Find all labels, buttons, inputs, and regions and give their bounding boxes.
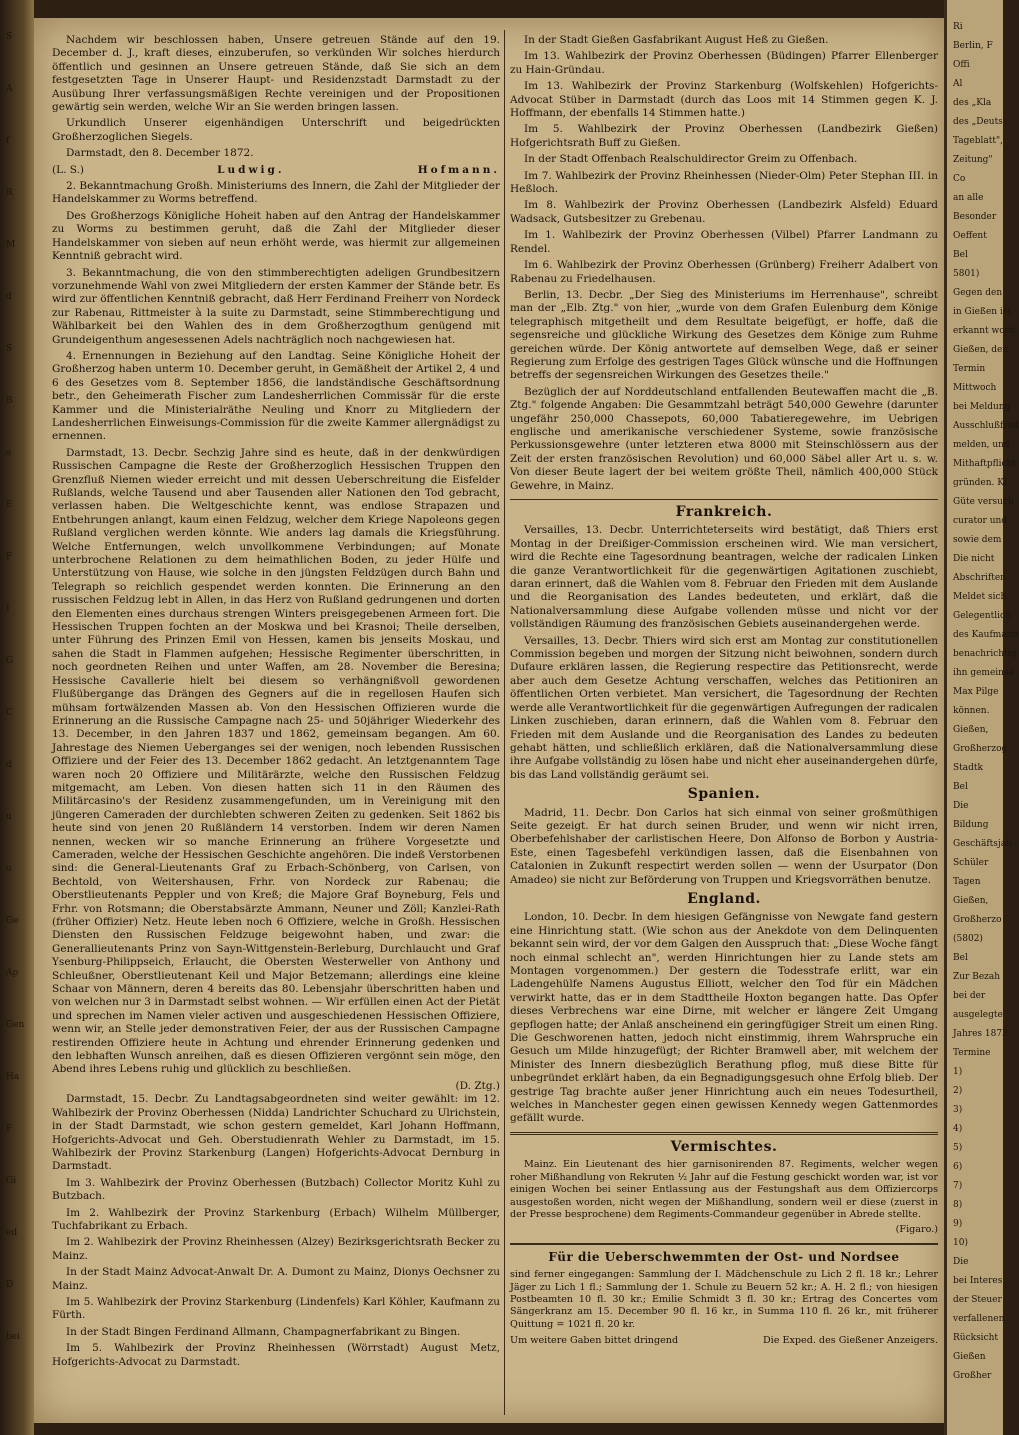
right-strip-fragment: Gießen [953, 1352, 986, 1362]
right-strip-fragment: 6) [953, 1162, 963, 1172]
right-strip-fragment: Großherzog [953, 744, 1008, 754]
right-strip-fragment: sowie dem [953, 535, 1002, 545]
left-strip-fragment: G [6, 656, 14, 666]
heading-vermischtes: Vermischtes. [670, 1138, 778, 1155]
article-elections: Darmstadt, 15. Decbr. Zu Landtagsabgeordneten sind weiter gewählt: im 12. Wahlbezirk der Provinz Oberhessen (Nidda) Landrichter Schuchard zu Ulrichstein, in der Stadt Darmstadt, wie schon gestern gemeldet, Karl Johann Hoffmann, Hofgerichts-Advocat und Geh. Oberstudienrath Wehler zu Darmstadt, im 15. Wahlbezirk der Provinz Starkenburg (Langen) Hofgerichts-Advocat Dernburg in Darmstadt. [52, 1093, 500, 1173]
right-strip-fragment: curator und [953, 516, 1008, 526]
right-strip-fragment: Bel [953, 953, 968, 963]
election-result: In der Stadt Offenbach Realschuldirector Greim zu Offenbach. [524, 153, 858, 166]
right-strip-fragment: des Kaufmann [953, 630, 1019, 640]
left-strip-fragment: u [6, 812, 12, 822]
announcement-4: 4. Ernennungen in Beziehung auf den Landtag. Seine Königliche Hoheit der Großherzog haben unterm 10. December geruht, in Gemäßheit der Artikel 2, 4 und 6 des Gesetzes vom 8. September 1856, die landständische Geschäftsordnung betr., den Geheimerath Fischer zum Landesherrlichen Commissär für die erste Kammer und die Ministerialräthe Neuling und Knorr zu Mitgliedern der Landesherrlichen Einweisungs-Commission für die zweite Kammer allergnädigst zu ernennen. [52, 349, 500, 443]
left-strip-fragment: R [6, 188, 13, 198]
election-result: In der Stadt Mainz Advocat-Anwalt Dr. A. Dumont zu Mainz, Dionys Oechsner zu Mainz. [52, 1266, 500, 1292]
left-strip-fragment: o [6, 864, 12, 874]
right-neighbour-page [944, 0, 1019, 1435]
election-result: Im 2. Wahlbezirk der Provinz Starkenburg (Erbach) Wilhelm Müllberger, Tuchfabrikant zu Erbach. [52, 1206, 500, 1232]
right-strip-fragment: Großher [953, 1371, 992, 1381]
left-cropped-strip [6, 30, 34, 1400]
right-strip-fragment: 4) [953, 1124, 963, 1134]
right-strip-fragment: Al [953, 79, 963, 89]
right-strip-fragment: Gießen, [953, 725, 989, 735]
announcement-3: 3. Bekanntmachung, die von den stimmberechtigten adeligen Grundbesitzern vorzunehmende Wahl von zwei Mitgliedern der ersten Kammer der Stände betr. Es wird zur öffentlichen Kenntniß gebracht, daß Herr Ferdinand Freiherr von Nordeck zur Rabenau, Rittmeister à la suite zu Darmstadt, seine Stimmberechtigung und Wählbarkeit bei den Wahlen des in dem Großherzogthum genügend mit Grundeigenthum angesessenen Adels nachträglich noch nachgewiesen hat. [52, 266, 500, 346]
left-strip-fragment: S [6, 344, 13, 354]
right-strip-fragment: Rücksicht [953, 1333, 999, 1343]
right-strip-fragment: Güte versuch [953, 497, 1014, 507]
left-strip-fragment: I [6, 604, 10, 614]
right-strip-fragment: Großherzo [953, 915, 1002, 925]
right-strip-fragment: Geschäftsjah [953, 839, 1012, 849]
right-strip-fragment: ihn gemeinsa [953, 668, 1014, 678]
right-cropped-strip [953, 20, 1019, 1420]
right-strip-fragment: Die nicht [953, 554, 995, 564]
right-strip-fragment: Die [953, 801, 969, 811]
right-strip-fragment: 1) [953, 1067, 963, 1077]
left-strip-fragment: E [6, 500, 13, 510]
article-mainz: Mainz. Ein Lieutenant des hier garnisonirenden 87. Regiments, welcher wegen roher Mißhandlung von Rekruten ½ Jahr auf die Festung geschickt worden war, ist vor einigen Wochen bei seiner Entlassung aus der Festungshaft aus dem Offiziercorps ausgestoßen worden, nicht wegen der Mißhandlung, sondern weil er diese (zuerst in der Presse besprochene) dem Regiments-Commandeur gegenüber in Abrede stellte. [510, 1159, 938, 1220]
section-rule [510, 499, 938, 500]
left-strip-fragment: F [6, 552, 13, 562]
right-strip-fragment: bei Interes [953, 1276, 1003, 1286]
article-russian-campaign: Darmstadt, 13. Decbr. Sechzig Jahre sind es heute, daß in der denkwürdigen Russischen Campagne die Reste der Großherzoglich Hessischen Truppen den Grenzfluß Niemen wieder erreicht und mit dessen Ueberschreitung die Eisfelder Rußlands, welche Tausend und aber Tausenden aller Nationen den Tod gebracht, verlassen haben. Die Weltgeschichte kennt, was endlose Strapazen und Entbehrungen anlangt, kaum einen Feldzug, welcher dem Kriege Napoleons gegen Rußland verglichen werden könnte. Wie anders lag damals die Kriegsführung. Welche Entfernungen, welch unvollkommene Verbindungen; auf Monate unterbrochene Relationen zu dem heimathlichen Boden, zu jeder Hülfe und Unterstützung von Hause, wie solche in den jüngsten Feldzügen durch Bahn und Telegraph so reichlich gespendet werden konnten. Die Erinnerung an den russischen Feldzug lebt in Allen, in das Herz von Rußland gedrungenen und dorten den Elementen eines durchaus strengen Winters preisgegebenen Armeen fort. Die Hessischen Truppen fochten an der Moskwa und bei Krasnoi; Theile derselben, unter Führung des Prinzen Emil von Hessen, kamen bis jenseits Moskau, und sahen die Stadt in Flammen aufgehen; Hessische Regimenter überschritten, in noch geordneten Reihen und unter Waffen, am 28. November die Beresina; Hessische Cavallerie hielt bei diesem so verhängnißvoll gewordenen Flußübergange das Drängen des Gegners auf die in regellosen Haufen sich mühsam fortwälzenden Massen ab. Von den Hessischen Offizieren wurde die Erinnerung an die Russische Campagne nach 25- und 50jähriger Wiederkehr des 13. December, in den Jahren 1837 und 1862, gemeinsam begangen. Am 60. Jahrestage des Niemen Ueberganges sei der wenigen, noch lebenden Russischen Offiziere und der Feier des 13. December 1862 gedacht. An letztgenanntem Tage waren noch 20 Offiziere und Militärärzte, welche den Russischen Feldzug mitgemacht, am Leben. Von diesen hatten sich 11 in den Räumen des Militärcasino's der Residenz zusammengefunden, um in Vereinigung mit den jüngeren Cameraden der durchlebten schweren Zeiten zu gedenken. Seit 1862 bis heute sind von jenen 20 Rußländern 14 verstorben. Indem wir deren Namen nennen, wecken wir so manche Erinnerung an frühere Vorgesetzte und Cameraden, welche der Hessischen Geschichte angehören. Die indeß Verstorbenen sind: die General-Lieutenants Graf zu Erbach-Schönberg, von Carlsen, von Bechtold, von Weitershausen, Frhr. von Nordeck zur Rabenau; die Oberstlieutenants Peppler und von Kreß; die Majore Graf Boyneburg, Fels und Frhr. von Rotsmann; die Oberstabsärzte Ammann, Neuner und Zöll; Kanzlei-Rath (früher Offizier) Netz. Heute leben noch 6 Offiziere, welche in Großh. Hessischen Diensten den Russischen Feldzuge beigewohnt haben, und zwar: die Generallieutenants Prinz von Sayn-Wittgenstein-Berleburg, Durchlaucht und Graf Ysenburg-Philippseich, Erlaucht, die Obersten Westerweller von Anthony und Schleußner, Oberstlieutenant Keil und Major Betzemann; allerdings eine kleine Schaar von Männern, deren 4 bereits das 80. Lebensjahr überschritten haben und von welchen nur 3 in Darmstadt selbst wohnen. — Wir erfüllen einen Act der Pietät und sprechen im Namen vieler activen und ausgeschiedenen Hessischen Offiziere, wenn wir, an Stelle jeder demonstrativen Feier, der aus der Russischen Campagne restirenden Offiziere heute in Achtung und ehrender Erinnerung gedenken und den lebhaften Wunsch anreihen, daß es diesen Offizieren vergönnt sein möge, den Abend ihres Lebens ruhig und glücklich zu beschließen. [52, 446, 500, 1076]
article-beutewaffen: Bezüglich der auf Norddeutschland entfallenden Beutewaffen macht die „B. Ztg." folgende Angaben: Die Gesammtzahl beträgt 540,000 Gewehre (darunter ungefähr 250,000 Chassepots, 60,000 Tabatieregewehre, im Uebrigen englische und amerikanische verschiedener Systeme, sowie französische Perkussionsgewehre (unter letzteren etwa 8000 mit Steinschlössern aus der Zeit der ersten französischen Revolution) und 60,000 Säbel aller Art u. s. w. Von dieser Beute lagert der bei weitem größte Theil, nämlich 400,000 Stück Gewehre, in Mainz. [510, 385, 938, 492]
column-left [52, 34, 500, 1414]
election-result: Im 5. Wahlbezirk der Provinz Oberhessen (Landbezirk Gießen) Hofgerichtsrath Buff zu Gießen. [510, 123, 938, 149]
signature-hofmann: Hofmann. [417, 163, 500, 176]
right-strip-fragment: gründen. Ki [953, 478, 1007, 488]
proclamation-date: Darmstadt, den 8. December 1872. [66, 147, 254, 160]
article-versailles-2: Versailles, 13. Decbr. Thiers wird sich erst am Montag zur constitutionellen Commission begeben und morgen der Sitzung nicht beiwohnen, sondern durch Dufaure erklären lassen, die Regierung respectire das Petitionsrecht, werde aber auch dem Gesetze Achtung verschaffen, welches das Petitioniren an öffentlichen Orten verbietet. Man versichert, die Tagesordnung der Rechten werde alle Verantwortlichkeit für die gegenwärtigen Aufregungen der radicalen Linken zuschieben, daran erinnern, daß die Wahlen vom 8. Februar den Frieden mit dem Auslande und die Reorganisation des Landes zu bedeuten gehabt hätten, und schließlich erklären, daß die Nationalversammlung diese ihre Aufgabe vollständig zu lösen habe und nicht eher auseinandergehen dürfe, bis das Land vollständig geräumt sei. [510, 634, 938, 781]
right-strip-fragment: Tagen [953, 877, 981, 887]
signature-line [52, 164, 500, 177]
right-strip-fragment: 8) [953, 1200, 963, 1210]
right-strip-fragment: Mittwoch [953, 383, 997, 393]
right-strip-fragment: ausgelegte [953, 1010, 1003, 1020]
right-strip-fragment: Co [953, 174, 966, 184]
right-strip-fragment: Die [953, 1257, 969, 1267]
left-strip-fragment: A [6, 84, 13, 94]
right-strip-fragment: 5801) [953, 269, 980, 279]
right-strip-fragment: Tageblatt", [953, 136, 1003, 146]
right-strip-fragment: verfallenen [953, 1314, 1005, 1324]
right-strip-fragment: Gießen, den [953, 345, 1009, 355]
article-madrid: Madrid, 11. Decbr. Don Carlos hat sich einmal von seiner großmüthigen Seite gezeigt. Er hat durch seinen Bruder, und wenn wir nicht irren, Oberbefehlshaber der carlistischen Heere, Don Alfonso de Borbon y Austria-Este, einen Tagesbefehl verkündigen lassen, daß die Eisenbahnen von Catalonien in Zukunft respectirt werden sollen — wenn der Usurpator (Don Amadeo) sie nicht zur Beförderung von Truppen und Kriegsvorräthen benutze. [510, 806, 938, 886]
article-versailles-1: Versailles, 13. Decbr. Unterrichteterseits wird bestätigt, daß Thiers erst Montag in der Dreißiger-Commission erscheinen wird. Wie man versichert, wird die Rechte eine Tagesordnung beantragen, welche der radicalen Linken die ganze Verantwortlichkeit für die gegenwärtigen Agitationen zuschiebt, daran erinnert, daß die Wahlen vom 8. Februar den Frieden mit dem Auslande und die Reorganisation des Landes bedeuteten, und erklärt, daß die Nationalversammlung diese Aufgabe vollenden müsse und nicht vor der vollständigen Räumung des französischen Gebiets auseinandergehen werde. [510, 524, 938, 631]
right-strip-fragment: Ri [953, 22, 963, 32]
right-strip-fragment: 9) [953, 1219, 963, 1229]
heading-england: England. [687, 890, 761, 907]
election-result: Im 5. Wahlbezirk der Provinz Rheinhessen (Wörrstadt) August Metz, Hofgerichts-Advocat zu Darmstadt. [52, 1342, 500, 1368]
election-result: Im 2. Wahlbezirk der Provinz Rheinhessen (Alzey) Bezirksgerichtsrath Becker zu Mainz. [52, 1236, 500, 1262]
election-result: Im 13. Wahlbezirk der Provinz Starkenburg (Wolfskehlen) Hofgerichts-Advocat Stüber in Darmstadt (durch das Loos mit 14 Stimmen gegen K. J. Hoffmann, der ebenfalls 14 Stimmen hatte.) [510, 80, 938, 120]
seal-mark: (L. S.) [52, 163, 84, 176]
left-strip-fragment: f [6, 136, 10, 146]
right-strip-fragment: Berlin, F [953, 41, 993, 51]
right-strip-fragment: Max Pilge [953, 687, 999, 697]
right-strip-fragment: Stadtk [953, 763, 983, 773]
left-strip-fragment: Ap [6, 968, 19, 978]
election-result: In der Stadt Gießen Gasfabrikant August Heß zu Gießen. [524, 34, 829, 46]
right-strip-fragment: (5802) [953, 934, 983, 944]
left-strip-fragment: M [6, 240, 16, 250]
left-strip-fragment: d [6, 760, 12, 770]
election-result: Im 6. Wahlbezirk der Provinz Oberhessen (Grünberg) Freiherr Adalbert von Rabenau zu Friedelhausen. [510, 259, 938, 285]
left-strip-fragment: B [6, 396, 13, 406]
right-strip-fragment: Abschriften [953, 573, 1006, 583]
right-strip-fragment: Schüler [953, 858, 989, 868]
right-strip-fragment: Gelegentlich [953, 611, 1011, 621]
donations-expedition: Die Exped. des Gießener Anzeigers. [762, 1335, 938, 1347]
right-strip-fragment: 3) [953, 1105, 963, 1115]
announcement-2-title: 2. Bekanntmachung Großh. Ministeriums des Innern, die Zahl der Mitglieder der Handelskammer zu Worms betreffend. [52, 180, 500, 206]
left-strip-fragment: Ge [6, 916, 19, 926]
heading-frankreich: Frankreich. [675, 504, 773, 520]
right-strip-fragment: Bel [953, 250, 968, 260]
proclamation-seal-paragraph: Urkundlich Unserer eigenhändigen Unterschrift und beigedrückten Großherzoglichen Siegels. [52, 117, 500, 143]
right-strip-fragment: 5) [953, 1143, 963, 1153]
right-strip-fragment: Termin [953, 364, 986, 374]
heading-spanien: Spanien. [687, 786, 761, 803]
right-strip-fragment: Bildung [953, 820, 989, 830]
election-result: Im 5. Wahlbezirk der Provinz Starkenburg (Lindenfels) Karl Köhler, Kaufmann zu Fürth. [52, 1295, 500, 1322]
left-strip-fragment: ed [6, 1228, 18, 1238]
election-result: Im 3. Wahlbezirk der Provinz Oberhessen (Butzbach) Collector Moritz Kuhl zu Butzbach. [52, 1176, 500, 1203]
signature-ludwig: Ludwig. [217, 163, 285, 176]
source-citation-dztg: (D. Ztg.) [455, 1079, 500, 1092]
section-rule [510, 1132, 938, 1135]
right-strip-fragment: Meldet sich [953, 592, 1007, 602]
right-strip-fragment: Zur Bezah [953, 972, 1001, 982]
right-strip-fragment: in Gießen ist [953, 307, 1012, 317]
right-strip-fragment: Offi [953, 60, 970, 70]
right-strip-fragment: 10) [953, 1238, 968, 1248]
left-strip-fragment: C [6, 708, 13, 718]
proclamation-paragraph: Nachdem wir beschlossen haben, Unsere getreuen Stände auf den 19. December d. J., kraft dieses, einzuberufen, so verkünden Wir solches hierdurch öffentlich und gesinnen an Unsere getreuen Stände, daß Sie sich an dem festgesetzten Tage in Unserer Haupt- und Residenzstadt Darmstadt zu der Ausübung Ihrer verfassungsmäßigen Rechte vereinigen und der Propositionen gewärtig sein werden, welche Wir an Sie werden bringen lassen. [52, 34, 500, 114]
donations-list: sind ferner eingegangen: Sammlung der I. Mädchenschule zu Lich 2 fl. 18 kr.; Lehrer Jäger zu Lich 1 fl.; Sammlung der 1. Schule zu Beuern 52 kr.; A. H. 2 fl.; von hiesigen Postbeamten 10 fl. 30 kr.; Emilie Schmidt 3 fl. 30 kr.; Ertrag des Concertes vom Sängerkranz am 15. December 90 fl. 16 kr., in Summa 110 fl. 26 kr., mit früherer Quittung = 1021 fl. 20 kr. [510, 1269, 938, 1330]
announcement-2-body: Des Großherzogs Königliche Hoheit haben auf den Antrag der Handelskammer zu Worms zu bestimmen geruht, daß die Zahl der Mitglieder dieser Handelskammer von sieben auf neun erhöht werde, was hiermit zur allgemeinen Kenntniß gebracht wird. [52, 209, 500, 263]
left-strip-fragment: S [6, 32, 13, 42]
right-strip-fragment: Ausschlußfrist [953, 421, 1019, 431]
left-strip-fragment: a [6, 448, 12, 458]
right-strip-fragment: können. [953, 706, 990, 716]
left-strip-fragment: Gen [6, 1020, 25, 1030]
left-strip-fragment: d [6, 292, 12, 302]
right-strip-fragment: Jahres 1873 [953, 1029, 1008, 1039]
right-strip-fragment: Oeffent [953, 231, 987, 241]
right-strip-fragment: erkannt word [953, 326, 1015, 336]
right-strip-fragment: bei Meldung [953, 402, 1011, 412]
right-strip-fragment: Gießen, [953, 896, 989, 906]
right-strip-fragment: an alle [953, 193, 984, 203]
right-strip-fragment: bei der [953, 991, 986, 1001]
right-strip-fragment: Gegen den [953, 288, 1003, 298]
donations-appeal: Um weitere Gaben bittet dringend [510, 1335, 679, 1347]
article-berlin: Berlin, 13. Decbr. „Der Sieg des Ministeriums im Herrenhause", schreibt man der „Elb. Ztg." von hier, „wurde von dem Grafen Eulenburg dem Könige telegraphisch mitgetheilt und dem Resultate beigefügt, er hoffe, daß die segensreiche und glückliche Wirkung des Gesetzes dem Könige zum Ruhme gereichen würde. Der König antwortete auf demselben Wege, daß er seiner Regierung zum Erfolge des gestrigen Tages Glück wünsche und die Hoffnungen betreffs der segensreichen Wirkungen des Gesetzes theile." [510, 288, 938, 382]
right-strip-fragment: Besonder [953, 212, 997, 222]
left-strip-fragment: D [6, 1280, 14, 1290]
right-strip-fragment: Mithaftpflicht [953, 459, 1016, 469]
right-strip-fragment: Zeitung" [953, 155, 993, 165]
donations-box [510, 1243, 938, 1348]
article-london: London, 10. Decbr. In dem hiesigen Gefängnisse von Newgate fand gestern eine Hinrichtung statt. (Wie schon aus der Anekdote von dem Delinquenten bekannt sein wird, der vor dem Galgen den Ausspruch that: „Diese Woche fängt noch einmal schlecht an", werden Hinrichtungen hier zu Lande stets am Montagen vorgenommen.) Der gestern die Todesstrafe erlitt, war ein Ladengehülfe Namens Augustus Elliott, welcher den Tod für ein Mädchen verwirkt hatte, das er in dem Stadttheile Hoxton begangen hatte. Das Opfer dieses Verbrechens war eine Dirne, mit welcher er längere Zeit Umgang gepflogen hatte; der Anlaß anscheinend ein geringfügiger Streit um einen Ring. Die Geschworenen hatten, jedoch nicht einstimmig, ihrem Wahrspruche ein Gesuch um Milde hinzugefügt; der Richter Bramwell aber, mit welchem der Minister des Innern diesbezüglich Berathung pflog, muß diese Bitte für unbegründet erklärt haben, da ein Begnadigungsgesuch ohne Erfolg blieb. Der gestrige Tag brachte außer jener Hinrichtung auch ein neues Todesurtheil, welches in Manchester gegen einen gewissen Kennedy wegen Gattenmordes gefällt wurde. [510, 911, 938, 1125]
column-divider [504, 30, 505, 1415]
left-strip-fragment: F [6, 1124, 13, 1134]
right-strip-fragment: Bel [953, 782, 968, 792]
donations-footer [510, 1334, 938, 1347]
left-strip-fragment: Gi [6, 1176, 17, 1186]
column-right [510, 34, 938, 1414]
right-strip-fragment: melden, und [953, 440, 1010, 450]
source-citation-figaro: (Figaro.) [895, 1224, 938, 1236]
election-result: Im 1. Wahlbezirk der Provinz Oberhessen (Vilbel) Pfarrer Landmann zu Rendel. [510, 229, 938, 255]
election-result: In der Stadt Bingen Ferdinand Allmann, Champagnerfabrikant zu Bingen. [66, 1325, 461, 1338]
election-result: Im 8. Wahlbezirk der Provinz Oberhessen (Landbezirk Alsfeld) Eduard Wadsack, Gutsbesitzer zu Grebenau. [510, 199, 938, 225]
right-strip-fragment: benachrichtig [953, 649, 1017, 659]
left-strip-fragment: Ha [6, 1072, 20, 1082]
right-strip-fragment: des „Deuts [953, 117, 1003, 127]
right-strip-fragment: der Steuer [953, 1295, 1002, 1305]
election-result: Im 7. Wahlbezirk der Provinz Rheinhessen (Nieder-Olm) Peter Stephan III. in Heßloch. [510, 169, 938, 196]
right-strip-fragment: 2) [953, 1086, 963, 1096]
right-strip-fragment: des „Kla [953, 98, 992, 108]
right-strip-fragment: 7) [953, 1181, 963, 1191]
left-strip-fragment: bei [6, 1332, 20, 1342]
election-result: Im 13. Wahlbezirk der Provinz Oberhessen (Büdingen) Pfarrer Ellenberger zu Hain-Gründau. [510, 50, 938, 76]
right-strip-fragment: Termine [953, 1048, 991, 1058]
heading-ueberschwemmte: Für die Ueberschwemmten der Ost- und Nordsee [548, 1249, 900, 1264]
